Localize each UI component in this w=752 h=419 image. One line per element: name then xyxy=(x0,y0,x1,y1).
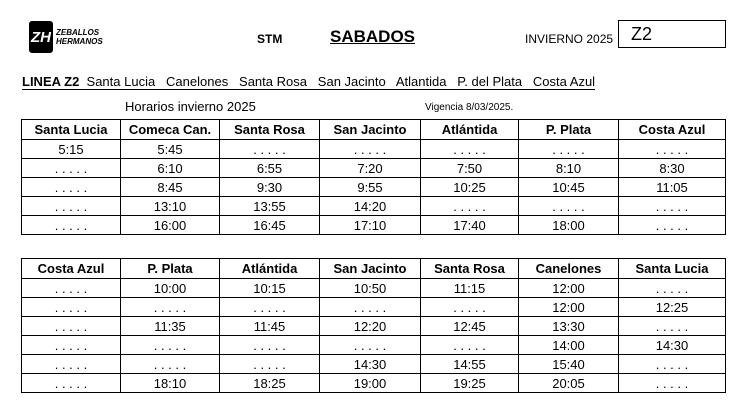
logo-text xyxy=(56,28,103,46)
column-header: Atlántida xyxy=(220,259,320,279)
time-cell: 14:00 xyxy=(519,336,619,355)
table-header-row xyxy=(22,259,726,279)
time-cell: . . . . . xyxy=(619,317,726,336)
column-header: Santa Rosa xyxy=(220,120,320,140)
time-cell: . . . . . xyxy=(519,140,619,159)
time-cell: 11:35 xyxy=(121,317,220,336)
time-cell: . . . . . xyxy=(220,298,320,317)
time-cell: 18:25 xyxy=(220,374,320,393)
outbound-schedule-table xyxy=(21,119,726,235)
company-logo xyxy=(29,22,103,52)
time-cell: . . . . . xyxy=(22,197,121,216)
time-cell: 12:00 xyxy=(519,298,619,317)
time-cell: 16:00 xyxy=(121,216,220,235)
time-cell: . . . . . xyxy=(619,355,726,374)
time-cell: . . . . . xyxy=(619,279,726,298)
table-row xyxy=(22,140,726,159)
time-cell: . . . . . xyxy=(22,317,121,336)
time-cell: . . . . . xyxy=(121,336,220,355)
column-header: San Jacinto xyxy=(320,120,421,140)
time-cell: 5:15 xyxy=(22,140,121,159)
time-cell: 10:15 xyxy=(220,279,320,298)
column-header: P. Plata xyxy=(121,259,220,279)
table-header-row xyxy=(22,120,726,140)
time-cell: . . . . . xyxy=(320,336,421,355)
column-header: San Jacinto xyxy=(320,259,421,279)
time-cell: . . . . . xyxy=(320,298,421,317)
time-cell: 9:30 xyxy=(220,178,320,197)
time-cell: . . . . . xyxy=(121,355,220,374)
logo-line2: HERMANOS xyxy=(56,37,103,46)
route-stops: Santa Lucia Canelones Santa Rosa San Jacinto Atlantida P. del Plata Costa Azul xyxy=(79,74,596,89)
time-cell: . . . . . xyxy=(121,298,220,317)
time-cell: 18:00 xyxy=(519,216,619,235)
time-cell: 17:40 xyxy=(421,216,519,235)
time-cell: . . . . . xyxy=(22,159,121,178)
table-row xyxy=(22,317,726,336)
time-cell: 5:45 xyxy=(121,140,220,159)
column-header: Costa Azul xyxy=(22,259,121,279)
time-cell: . . . . . xyxy=(220,336,320,355)
time-cell: 19:25 xyxy=(421,374,519,393)
time-cell: 12:45 xyxy=(421,317,519,336)
agency-label: STM xyxy=(257,32,283,46)
time-cell: 14:55 xyxy=(421,355,519,374)
time-cell: 14:30 xyxy=(320,355,421,374)
time-cell: 20:05 xyxy=(519,374,619,393)
time-cell: 8:10 xyxy=(519,159,619,178)
time-cell: . . . . . xyxy=(22,374,121,393)
validity-label: Vigencia 8/03/2025. xyxy=(425,102,514,113)
time-cell: 15:40 xyxy=(519,355,619,374)
time-cell: 10:50 xyxy=(320,279,421,298)
time-cell: 13:55 xyxy=(220,197,320,216)
time-cell: 11:05 xyxy=(619,178,726,197)
time-cell: 19:00 xyxy=(320,374,421,393)
time-cell: 16:45 xyxy=(220,216,320,235)
time-cell: . . . . . xyxy=(320,140,421,159)
time-cell: 7:50 xyxy=(421,159,519,178)
column-header: Comeca Can. xyxy=(121,120,220,140)
time-cell: . . . . . xyxy=(220,355,320,374)
logo-mark: ZH xyxy=(29,21,53,53)
time-cell: 13:10 xyxy=(121,197,220,216)
time-cell: 9:55 xyxy=(320,178,421,197)
table-row xyxy=(22,178,726,197)
time-cell: 12:25 xyxy=(619,298,726,317)
time-cell: 8:30 xyxy=(619,159,726,178)
column-header: Santa Lucia xyxy=(619,259,726,279)
table-row xyxy=(22,374,726,393)
time-cell: . . . . . xyxy=(619,216,726,235)
schedule-label: Horarios invierno 2025 xyxy=(125,99,256,114)
return-schedule-table xyxy=(21,258,726,393)
logo-line1: ZEBALLOS xyxy=(56,28,100,37)
page-title: SABADOS xyxy=(330,27,416,46)
column-header: Santa Rosa xyxy=(421,259,519,279)
time-cell: 14:30 xyxy=(619,336,726,355)
line-code-box: Z2 xyxy=(618,20,726,48)
time-cell: 12:20 xyxy=(320,317,421,336)
table-row xyxy=(22,197,726,216)
column-header: Atlántida xyxy=(421,120,519,140)
column-header: Costa Azul xyxy=(619,120,726,140)
time-cell: . . . . . xyxy=(22,216,121,235)
time-cell: 10:25 xyxy=(421,178,519,197)
table-row xyxy=(22,355,726,374)
time-cell: . . . . . xyxy=(22,279,121,298)
column-header: Canelones xyxy=(519,259,619,279)
time-cell: . . . . . xyxy=(22,355,121,374)
route-line: LINEA Z2 xyxy=(22,74,80,89)
time-cell: 10:00 xyxy=(121,279,220,298)
time-cell: 7:20 xyxy=(320,159,421,178)
time-cell: 11:45 xyxy=(220,317,320,336)
time-cell: . . . . . xyxy=(619,374,726,393)
time-cell: 10:45 xyxy=(519,178,619,197)
time-cell: 18:10 xyxy=(121,374,220,393)
time-cell: 14:20 xyxy=(320,197,421,216)
table-row xyxy=(22,298,726,317)
time-cell: . . . . . xyxy=(421,140,519,159)
time-cell: . . . . . xyxy=(220,140,320,159)
column-header: Santa Lucia xyxy=(22,120,121,140)
time-cell: 12:00 xyxy=(519,279,619,298)
table-row xyxy=(22,216,726,235)
route-description xyxy=(22,74,595,90)
table-row xyxy=(22,159,726,178)
time-cell: . . . . . xyxy=(22,178,121,197)
time-cell: . . . . . xyxy=(22,336,121,355)
time-cell: 8:45 xyxy=(121,178,220,197)
time-cell: . . . . . xyxy=(421,197,519,216)
time-cell: . . . . . xyxy=(421,336,519,355)
time-cell: . . . . . xyxy=(619,197,726,216)
time-cell: 6:55 xyxy=(220,159,320,178)
table-row xyxy=(22,336,726,355)
season-label: INVIERNO 2025 xyxy=(525,32,614,46)
time-cell: . . . . . xyxy=(421,298,519,317)
column-header: P. Plata xyxy=(519,120,619,140)
time-cell: 6:10 xyxy=(121,159,220,178)
time-cell: . . . . . xyxy=(22,298,121,317)
time-cell: . . . . . xyxy=(519,197,619,216)
time-cell: 17:10 xyxy=(320,216,421,235)
table-row xyxy=(22,279,726,298)
time-cell: 11:15 xyxy=(421,279,519,298)
time-cell: 13:30 xyxy=(519,317,619,336)
time-cell: . . . . . xyxy=(619,140,726,159)
